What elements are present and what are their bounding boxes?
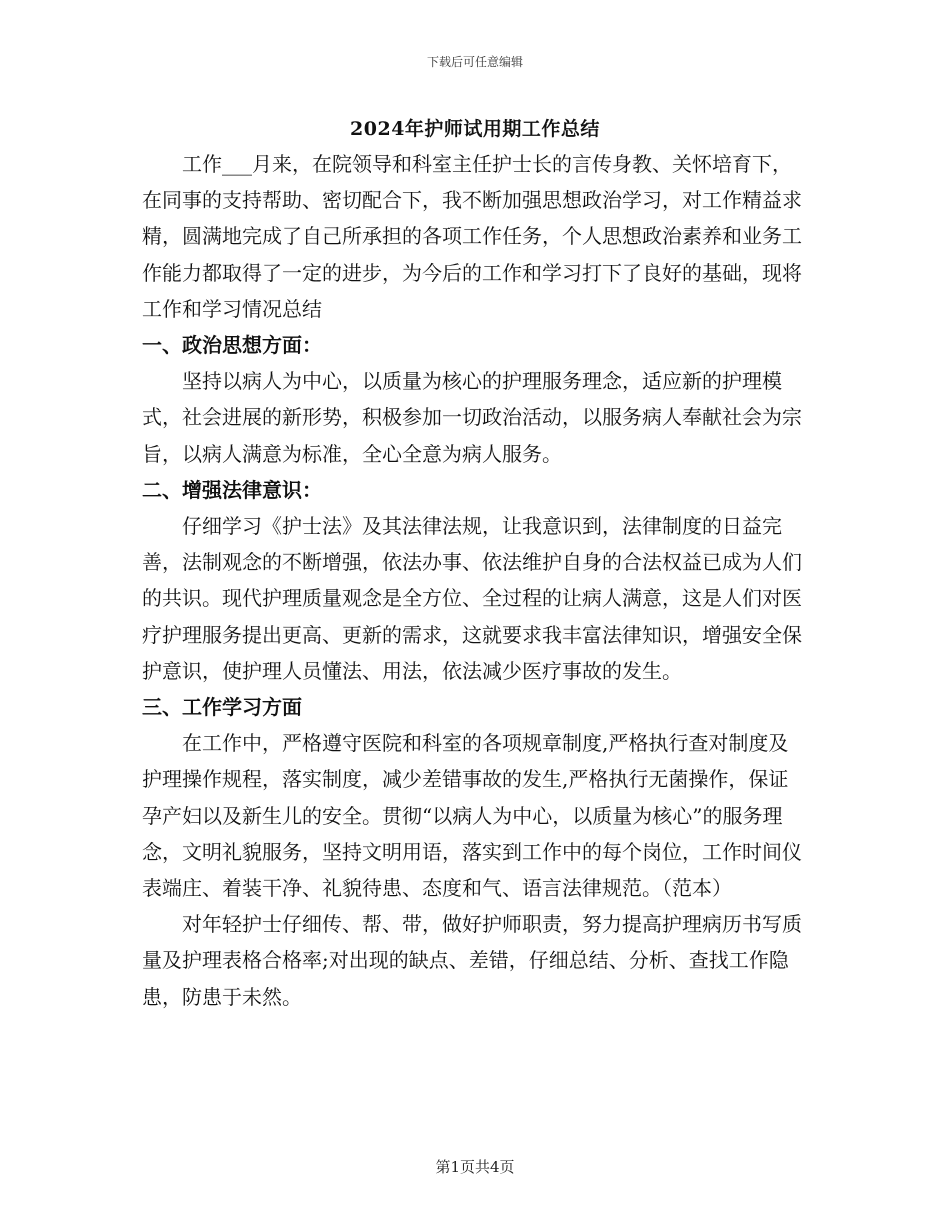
section-heading-politics: 一、政治思想方面：: [142, 333, 322, 358]
document-body: [142, 146, 806, 1015]
document-title: 2024年护师试用期工作总结: [350, 118, 600, 140]
intro-paragraph: 工作___月来，在院领导和科室主任护士长的言传身教、关怀培育下，在同事的支持帮助、密切配合下，我不断加强思想政治学习，对工作精益求精，圆满地完成了自己所承担的各项工作任务，个人思想政治素养和业务工作能力都取得了一定的进步，为今后的工作和学习打下了良好的基础，现将工作和学习情况总结: [142, 152, 802, 321]
section-heading-law: 二、增强法律意识：: [142, 477, 322, 502]
section-heading-work: 三、工作学习方面: [142, 695, 302, 720]
politics-paragraph: 坚持以病人为中心，以质量为核心的护理服务理念，适应新的护理模式，社会进展的新形势，积极参加一切政治活动，以服务病人奉献社会为宗旨，以病人满意为标准，全心全意为病人服务。: [142, 369, 802, 466]
law-paragraph: 仔细学习《护士法》及其法律法规，让我意识到，法律制度的日益完善，法制观念的不断增强，依法办事、依法维护自身的合法权益已成为人们的共识。现代护理质量观念是全方位、全过程的让病人满意，这是人们对医疗护理服务提出更高、更新的需求，这就要求我丰富法律知识，增强安全保护意识，使护理人员懂法、用法，依法减少医疗事故的发生。: [142, 514, 802, 683]
page-number-footer: 第1页共4页: [435, 1158, 515, 1176]
mentoring-paragraph: 对年轻护士仔细传、帮、带，做好护师职责，努力提高护理病历书写质量及护理表格合格率;对出现的缺点、差错，仔细总结、分析、查找工作隐患，防患于未然。: [142, 912, 802, 1009]
work-paragraph: 在工作中，严格遵守医院和科室的各项规章制度,严格执行查对制度及护理操作规程，落实制度，减少差错事故的发生,严格执行无菌操作，保证孕产妇以及新生儿的安全。贯彻“以病人为中心，以质量为核心”的服务理念，文明礼貌服务，坚持文明用语，落实到工作中的每个岗位，工作时间仪表端庄、着装干净、礼貌待患、态度和气、语言法律规范。（范本）: [142, 731, 802, 901]
header-note: 下载后可任意编辑: [426, 55, 523, 69]
